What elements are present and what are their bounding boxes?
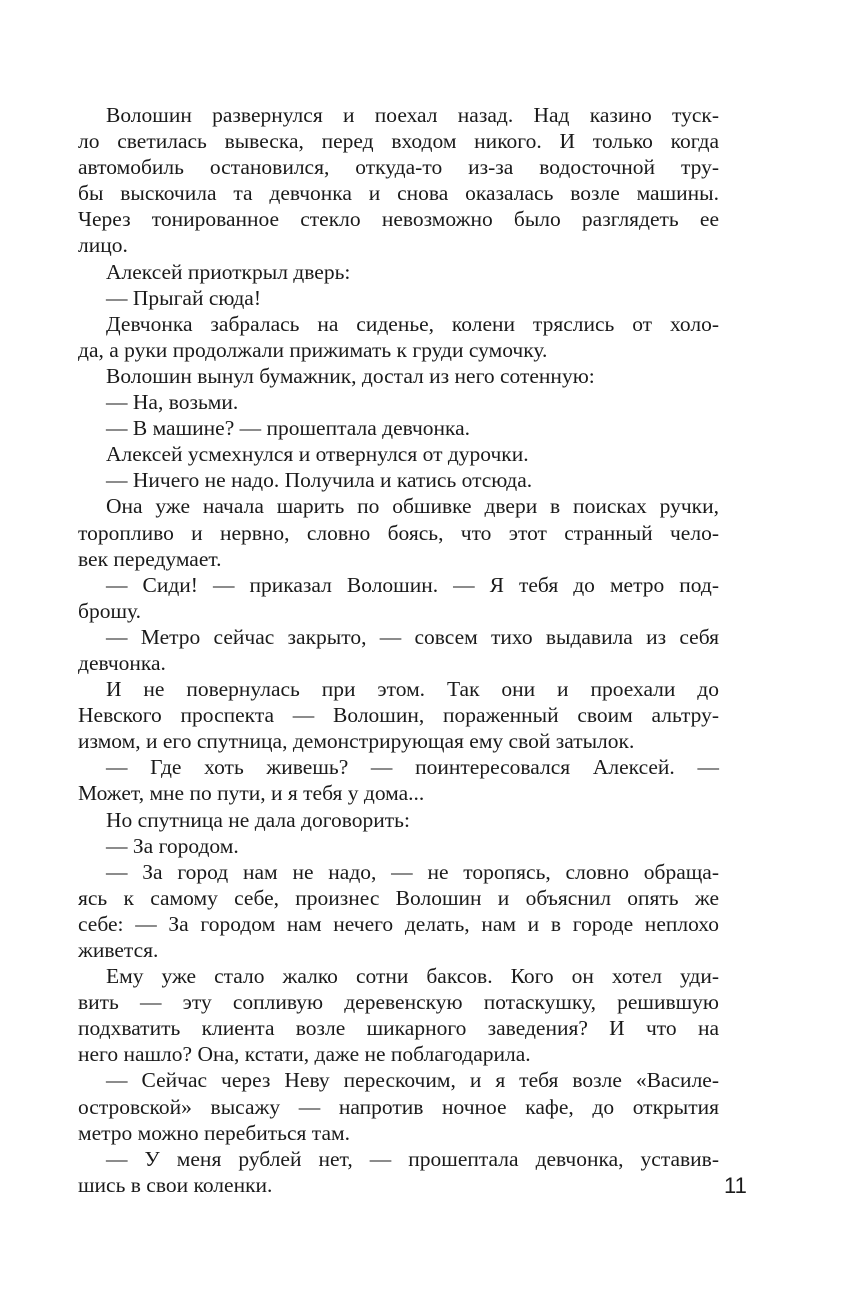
text-line: торопливо и нервно, словно боясь, что этот странный чело- <box>78 520 719 545</box>
text-line: — На, возьми. <box>106 390 239 415</box>
text-line: Девчонка забралась на сиденье, колени тряслись от холо- <box>106 311 719 336</box>
text-line: девчонка. <box>78 650 166 675</box>
text-line: живется. <box>78 938 159 962</box>
text-line: Она уже начала шарить по обшивке двери в поисках ручки, <box>106 494 719 519</box>
text-line: — Где хоть живешь? — поинтересовался Алексей. — <box>106 755 719 780</box>
text-line: ясь к самому себе, произнес Волошин и объяснил опять же <box>78 885 719 910</box>
text-line: метро можно перебиться там. <box>78 1120 350 1145</box>
text-line: Ему уже стало жалко сотни баксов. Кого он хотел уди- <box>106 964 719 989</box>
text-line: себе: — За городом нам нечего делать, нам и в городе неплохо <box>78 911 719 936</box>
text-line: Волошин вынул бумажник, достал из него сотенную: <box>106 363 595 388</box>
text-line: бы выскочила та девчонка и снова оказалась возле машины. <box>78 181 719 206</box>
text-line: лицо. <box>78 233 128 258</box>
text-line: — В машине? — прошептала девчонка. <box>106 416 471 441</box>
text-line: вить — эту сопливую деревенскую потаскушку, решившую <box>78 990 719 1015</box>
text-line: Волошин развернулся и поехал назад. Над казино туск- <box>106 103 719 127</box>
text-line: век передумает. <box>78 546 222 571</box>
text-line: него нашло? Она, кстати, даже не поблагодарила. <box>78 1042 531 1067</box>
text-line: шись в свои коленки. <box>78 1172 273 1197</box>
text-line: Через тонированное стекло невозможно было разглядеть ее <box>78 207 719 232</box>
page-number: 11 <box>724 1173 747 1198</box>
text-line: измом, и его спутница, демонстрирующая ему свой затылок. <box>78 729 635 754</box>
text-line: Невского проспекта — Волошин, пораженный своим альтру- <box>78 703 719 728</box>
text-line: — Ничего не надо. Получила и катись отсюда. <box>106 468 533 493</box>
text-line: ло светилась вывеска, перед входом никого. И только когда <box>78 129 719 154</box>
text-line: брошу. <box>78 598 141 623</box>
text-line: — За город нам не надо, — не торопясь, словно обраща- <box>106 859 719 884</box>
text-line: И не повернулась при этом. Так они и проехали до <box>106 677 719 702</box>
text-line: Может, мне по пути, и я тебя у дома... <box>78 781 425 806</box>
text-line: автомобиль остановился, откуда-то из-за водосточной тру- <box>78 155 719 180</box>
text-line: — Прыгай сюда! <box>106 285 261 310</box>
text-line: — За городом. <box>106 833 239 858</box>
text-line: подхватить клиента возле шикарного заведения? И что на <box>78 1016 719 1041</box>
text-line: — У меня рублей нет, — прошептала девчонка, уставив- <box>106 1146 719 1171</box>
text-line: — Метро сейчас закрыто, — совсем тихо выдавила из себя <box>106 624 719 649</box>
text-line: да, а руки продолжали прижимать к груди сумочку. <box>78 337 548 362</box>
body-text <box>78 102 719 1198</box>
text-line: — Сейчас через Неву перескочим, и я тебя возле «Василе- <box>106 1068 719 1093</box>
text-line: островской» высажу — напротив ночное кафе, до открытия <box>78 1094 719 1119</box>
text-line: — Сиди! — приказал Волошин. — Я тебя до метро под- <box>106 572 719 597</box>
text-line: Но спутница не дала договорить: <box>106 807 410 832</box>
text-line: Алексей приоткрыл дверь: <box>106 259 351 284</box>
text-line: Алексей усмехнулся и отвернулся от дурочки. <box>106 442 529 467</box>
